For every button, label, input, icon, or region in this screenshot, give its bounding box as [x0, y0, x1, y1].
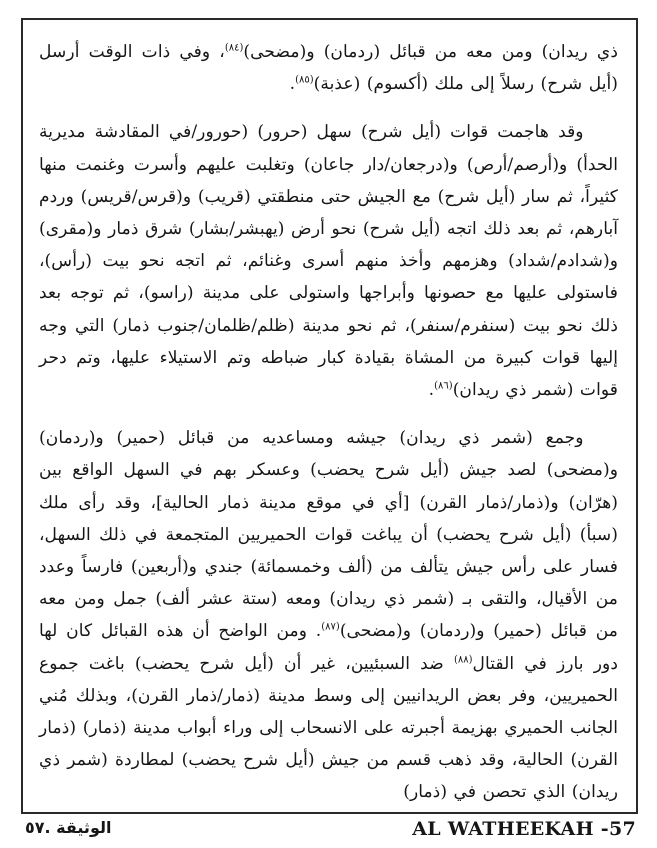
footnote-marker: (٨٦) — [434, 380, 453, 392]
footnote-marker: (٨٤) — [224, 42, 244, 54]
text-run: ، وفي ذات الوقت أرسل (أيل شرح) رسلاً إلى ملك (أكسوم) (عذبة) — [39, 42, 618, 95]
paragraph — [39, 116, 618, 406]
body-text — [39, 36, 618, 809]
text-run: ذي ريدان) ومن معه من قبائل (ردمان) و(مضحى) — [243, 42, 618, 62]
text-run: . — [289, 74, 296, 95]
text-run: ضد السبئيين، غير أن (أيل شرح يحضب) باغت جموع الحميريين، وفر بعض الريدانيين إلى وسط مدينة (ذمار/ذمار القرن)، وبذلك مُني الجانب الحميري بهزيمة أجبرته على الانسحاب إلى وراء أبواب مدينة (ذمار) (ذمار القرن) الحالية، وقد ذهب قسم من جيش (أيل شرح يحضب) لمطاردة (شمر ذي ريدان) الذي تحصن في (ذمار) — [39, 653, 618, 803]
text-run: . ومن الواضح أن هذه القبائل كان لها دور بارز في القتال — [39, 621, 618, 674]
footnote-marker: (٨٥) — [295, 74, 314, 86]
footnote-marker: (٨٨) — [453, 653, 473, 665]
footnote-marker: (٨٧) — [321, 621, 340, 633]
text-run: وجمع (شمر ذي ريدان) جيشه ومساعديه من قبائل (حمير) و(ردمان) و(مضحى) لصد جيش (أيل شرح يحضب) وعسكر بهم في السهل الواقع بين (هرّان) و(ذمار/ذمار القرن) [أي في موقع مدينة ذمار الحالية]، وقد رأى ملك (سبأ) (أيل شرح يحضب) أن يباغت قوات الحميريين المتجمعة في ذلك السهل، فسار على رأس جيش يتألف من (ألف وخمسمائة) جندي و(أربعين) فارساً وعدد من الأقيال، والتقى بـ (شمر ذي ريدان) ومعه (ستة عشر ألف) جمل ومن معه من قبائل (حمير) و(ردمان) و(مضحى) — [39, 428, 618, 642]
paragraph — [39, 422, 618, 808]
footer-arabic-page-label: الوثيقة .٥٧ — [25, 818, 112, 837]
paragraph — [39, 36, 618, 100]
text-run: . — [428, 380, 435, 401]
footer-english-page-label: AL WATHEEKAH -57 — [412, 818, 636, 840]
page-footer — [21, 818, 638, 846]
text-frame — [21, 18, 638, 814]
text-run: وقد هاجمت قوات (أيل شرح) سهل (حرور) (حورور/في المقادشة مديرية الحدأ) و(أرصم/أرص) و(درجعان/دار جاعان) وتغلبت عليهم وأسرت وغنمت منها كثيراً، ثم سار (أيل شرح) مع الجيش حتى منطقتي (قريب) و(قرس/قريس) وردم آبارهم، ثم بعد ذلك اتجه (أيل شرح) نحو أرض (يهبشر/بشار) شرق ذمار و(مقرى) و(شدادم/شداد) وهزمهم وأخذ منهم أسرى وغنائم، ثم اتجه نحو بيت (رأس)، فاستولى عليها مع حصونها وأبراجها واستولى على مدينة (راسو)، ثم توجه بعد ذلك نحو بيت (سنفرم/سنفر)، ثم نحو مدينة (ظلم/ظلمان/جنوب ذمار) التي وجه إليها قوات كبيرة من المشاة بقيادة كبار ضباطه وتم الاستيلاء عليها، وتم دحر قوات (شمر ذي ريدان) — [39, 122, 618, 401]
